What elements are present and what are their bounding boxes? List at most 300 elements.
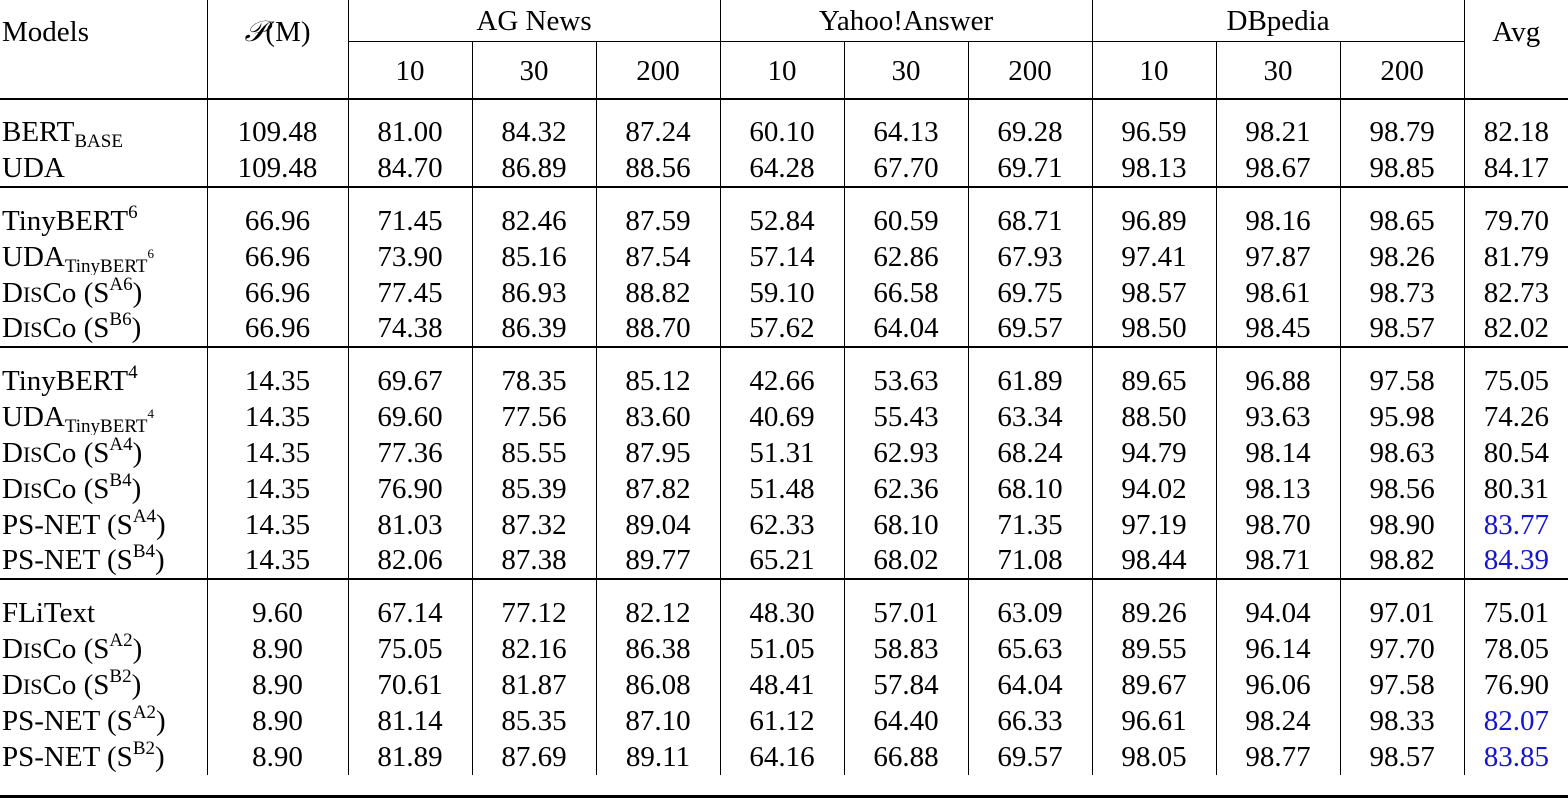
score-cell: 98.56 bbox=[1340, 471, 1464, 507]
table-row bbox=[0, 703, 1568, 739]
avg-header bbox=[1464, 0, 1568, 99]
model-name-cell bbox=[0, 703, 207, 739]
model-name-smallcaps: IS bbox=[22, 441, 43, 467]
group-header-yahoo bbox=[720, 0, 1092, 42]
score-cell: 88.82 bbox=[596, 275, 720, 311]
score-cell: 64.04 bbox=[844, 311, 968, 347]
table-row bbox=[0, 471, 1568, 507]
score-cell: 97.19 bbox=[1092, 507, 1216, 543]
size-header-cell: 10 bbox=[720, 42, 844, 99]
score-cell: 68.71 bbox=[968, 187, 1092, 239]
params-header bbox=[207, 0, 348, 99]
score-cell: 85.12 bbox=[596, 347, 720, 399]
model-name: BERT bbox=[2, 116, 75, 148]
score-cell: 98.21 bbox=[1216, 99, 1340, 151]
model-name-close: ) bbox=[132, 632, 143, 665]
table-row bbox=[0, 739, 1568, 775]
model-name: PS-NET (S bbox=[2, 704, 133, 737]
model-name: D bbox=[2, 472, 23, 505]
score-cell: 94.79 bbox=[1092, 435, 1216, 471]
params-cell: 66.96 bbox=[207, 275, 348, 311]
avg-cell: 82.02 bbox=[1483, 312, 1549, 344]
avg-cell: 76.90 bbox=[1483, 668, 1549, 701]
model-name-smallcaps: IS bbox=[22, 281, 43, 307]
score-cell: 87.32 bbox=[472, 507, 596, 543]
score-cell: 98.90 bbox=[1340, 507, 1464, 543]
score-cell: 88.50 bbox=[1092, 399, 1216, 435]
score-cell: 96.06 bbox=[1216, 667, 1340, 703]
score-cell: 98.45 bbox=[1216, 311, 1340, 347]
score-cell: 71.08 bbox=[968, 543, 1092, 579]
score-cell: 84.70 bbox=[348, 151, 472, 187]
model-name-rest: Co (S bbox=[42, 436, 110, 469]
score-cell: 82.06 bbox=[348, 543, 472, 579]
model-name-smallcaps: IS bbox=[22, 637, 43, 663]
avg-cell: 80.54 bbox=[1483, 436, 1549, 469]
model-name-cell bbox=[0, 399, 207, 435]
group-header-dbpedia bbox=[1092, 0, 1464, 42]
avg-cell: 82.18 bbox=[1483, 116, 1549, 148]
score-cell: 98.13 bbox=[1216, 471, 1340, 507]
model-subscript-superscript: 6 bbox=[147, 245, 154, 261]
score-cell: 62.33 bbox=[720, 507, 844, 543]
model-name-smallcaps: IS bbox=[22, 477, 43, 503]
model-name-close: ) bbox=[132, 436, 143, 469]
score-cell: 98.57 bbox=[1340, 739, 1464, 775]
table-row bbox=[0, 347, 1568, 399]
score-cell: 98.63 bbox=[1340, 435, 1464, 471]
score-cell: 69.67 bbox=[348, 347, 472, 399]
score-cell: 98.33 bbox=[1340, 703, 1464, 739]
model-name: D bbox=[2, 312, 23, 344]
params-cell: 8.90 bbox=[207, 667, 348, 703]
score-cell: 68.24 bbox=[968, 435, 1092, 471]
model-name-rest: Co (S bbox=[42, 472, 110, 505]
score-cell: 88.70 bbox=[596, 311, 720, 347]
score-cell: 94.02 bbox=[1092, 471, 1216, 507]
score-cell: 69.57 bbox=[968, 311, 1092, 347]
table-row bbox=[0, 399, 1568, 435]
score-cell: 97.41 bbox=[1092, 239, 1216, 275]
score-cell: 94.04 bbox=[1216, 579, 1340, 631]
score-cell: 98.71 bbox=[1216, 543, 1340, 579]
score-cell: 64.04 bbox=[968, 667, 1092, 703]
score-cell: 48.41 bbox=[720, 667, 844, 703]
params-unit: (M) bbox=[265, 16, 311, 48]
params-cell: 66.96 bbox=[207, 239, 348, 275]
score-cell: 98.79 bbox=[1340, 99, 1464, 151]
table-row bbox=[0, 435, 1568, 471]
score-cell: 57.84 bbox=[844, 667, 968, 703]
score-cell: 85.35 bbox=[472, 703, 596, 739]
score-cell: 98.05 bbox=[1092, 739, 1216, 775]
score-cell: 89.11 bbox=[596, 739, 720, 775]
score-cell: 62.86 bbox=[844, 239, 968, 275]
score-cell: 62.36 bbox=[844, 471, 968, 507]
score-cell: 87.95 bbox=[596, 435, 720, 471]
score-cell: 86.08 bbox=[596, 667, 720, 703]
model-name: D bbox=[2, 668, 23, 701]
score-cell: 77.36 bbox=[348, 435, 472, 471]
score-cell: 98.82 bbox=[1340, 543, 1464, 579]
model-superscript: 6 bbox=[128, 201, 138, 223]
model-name-rest: Co (S bbox=[42, 632, 110, 665]
score-cell: 87.10 bbox=[596, 703, 720, 739]
score-cell: 85.16 bbox=[472, 239, 596, 275]
params-cell: 8.90 bbox=[207, 631, 348, 667]
model-name: UDA bbox=[2, 400, 65, 433]
model-name-cell bbox=[0, 471, 207, 507]
score-cell: 87.82 bbox=[596, 471, 720, 507]
score-cell: 64.40 bbox=[844, 703, 968, 739]
score-cell: 98.65 bbox=[1340, 187, 1464, 239]
score-cell: 97.01 bbox=[1340, 579, 1464, 631]
params-cell: 14.35 bbox=[207, 399, 348, 435]
score-cell: 87.59 bbox=[596, 187, 720, 239]
model-superscript: B4 bbox=[109, 471, 132, 491]
score-cell: 68.10 bbox=[844, 507, 968, 543]
score-cell: 78.35 bbox=[472, 347, 596, 399]
model-name-cell bbox=[0, 507, 207, 543]
params-cell: 14.35 bbox=[207, 471, 348, 507]
score-cell: 98.73 bbox=[1340, 275, 1464, 311]
table-row bbox=[0, 579, 1568, 631]
score-cell: 97.58 bbox=[1340, 667, 1464, 703]
group-underline bbox=[349, 41, 720, 42]
score-cell: 97.58 bbox=[1340, 347, 1464, 399]
model-superscript: B4 bbox=[132, 543, 155, 562]
params-cell: 109.48 bbox=[207, 99, 348, 151]
score-cell: 98.14 bbox=[1216, 435, 1340, 471]
score-cell: 89.65 bbox=[1092, 347, 1216, 399]
score-cell: 53.63 bbox=[844, 347, 968, 399]
bottom-rule bbox=[0, 795, 1568, 798]
score-cell: 61.12 bbox=[720, 703, 844, 739]
avg-cell: 82.73 bbox=[1483, 276, 1549, 309]
avg-cell: 83.77 bbox=[1483, 508, 1549, 541]
score-cell: 98.26 bbox=[1340, 239, 1464, 275]
score-cell: 98.44 bbox=[1092, 543, 1216, 579]
table-row bbox=[0, 667, 1568, 703]
score-cell: 97.87 bbox=[1216, 239, 1340, 275]
score-cell: 74.38 bbox=[348, 311, 472, 347]
model-superscript: A4 bbox=[109, 435, 133, 455]
score-cell: 89.04 bbox=[596, 507, 720, 543]
model-name: D bbox=[2, 632, 23, 665]
table-row bbox=[0, 187, 1568, 239]
model-name-cell bbox=[0, 579, 207, 631]
score-cell: 69.75 bbox=[968, 275, 1092, 311]
score-cell: 87.54 bbox=[596, 239, 720, 275]
score-cell: 67.93 bbox=[968, 239, 1092, 275]
models-header bbox=[0, 0, 207, 99]
score-cell: 88.56 bbox=[596, 151, 720, 187]
avg-cell: 79.70 bbox=[1464, 187, 1568, 239]
score-cell: 66.33 bbox=[968, 703, 1092, 739]
score-cell: 51.48 bbox=[720, 471, 844, 507]
score-cell: 58.83 bbox=[844, 631, 968, 667]
score-cell: 89.67 bbox=[1092, 667, 1216, 703]
table-row bbox=[0, 99, 1568, 151]
table-row bbox=[0, 311, 1568, 347]
score-cell: 69.28 bbox=[968, 99, 1092, 151]
model-subscript-superscript: 4 bbox=[147, 405, 154, 421]
score-cell: 98.85 bbox=[1340, 151, 1464, 187]
params-cell: 9.60 bbox=[207, 579, 348, 631]
table-header bbox=[0, 0, 1568, 99]
model-superscript: A4 bbox=[132, 507, 157, 527]
score-cell: 98.67 bbox=[1216, 151, 1340, 187]
score-cell: 81.87 bbox=[472, 667, 596, 703]
score-cell: 75.05 bbox=[348, 631, 472, 667]
score-cell: 86.38 bbox=[596, 631, 720, 667]
score-cell: 98.50 bbox=[1092, 311, 1216, 347]
model-name-cell bbox=[0, 739, 207, 775]
score-cell: 77.56 bbox=[472, 399, 596, 435]
model-superscript: B6 bbox=[109, 311, 132, 330]
score-cell: 68.02 bbox=[844, 543, 968, 579]
score-cell: 52.84 bbox=[720, 187, 844, 239]
score-cell: 71.35 bbox=[968, 507, 1092, 543]
table-body bbox=[0, 99, 1568, 775]
score-cell: 77.12 bbox=[472, 579, 596, 631]
score-cell: 66.88 bbox=[844, 739, 968, 775]
params-cell: 66.96 bbox=[207, 311, 348, 347]
model-name: PS-NET (S bbox=[2, 508, 133, 541]
group-label: Yahoo!Answer bbox=[818, 4, 994, 37]
score-cell: 57.62 bbox=[720, 311, 844, 347]
avg-cell: 75.05 bbox=[1464, 347, 1568, 399]
score-cell: 98.24 bbox=[1216, 703, 1340, 739]
header-rule bbox=[0, 98, 1568, 100]
score-cell: 66.58 bbox=[844, 275, 968, 311]
model-superscript: B2 bbox=[132, 739, 155, 759]
score-cell: 69.71 bbox=[968, 151, 1092, 187]
score-cell: 98.70 bbox=[1216, 507, 1340, 543]
model-name: D bbox=[2, 436, 23, 469]
model-name-close: ) bbox=[131, 472, 142, 505]
size-header-cell: 200 bbox=[968, 42, 1092, 99]
model-name-rest: Co (S bbox=[42, 276, 110, 309]
score-cell: 67.14 bbox=[348, 579, 472, 631]
avg-cell: 84.17 bbox=[1483, 152, 1549, 184]
model-name: TinyBERT bbox=[2, 364, 129, 397]
params-cell: 14.35 bbox=[207, 435, 348, 471]
score-cell: 86.89 bbox=[472, 151, 596, 187]
model-superscript: B2 bbox=[109, 667, 132, 687]
score-cell: 86.93 bbox=[472, 275, 596, 311]
model-name-rest: Co (S bbox=[42, 668, 110, 701]
score-cell: 64.13 bbox=[844, 99, 968, 151]
score-cell: 87.24 bbox=[596, 99, 720, 151]
score-cell: 51.05 bbox=[720, 631, 844, 667]
model-superscript: A2 bbox=[109, 631, 133, 651]
size-header-cell: 10 bbox=[348, 42, 472, 99]
model-name-close: ) bbox=[156, 704, 166, 737]
score-cell: 65.21 bbox=[720, 543, 844, 579]
avg-cell: 82.07 bbox=[1483, 704, 1549, 737]
params-cell: 14.35 bbox=[207, 543, 348, 579]
model-superscript: A6 bbox=[109, 275, 133, 295]
model-name-smallcaps: IS bbox=[22, 317, 43, 342]
score-cell: 81.14 bbox=[348, 703, 472, 739]
model-name: D bbox=[2, 276, 23, 309]
avg-cell: 81.79 bbox=[1483, 240, 1549, 273]
model-name: PS-NET (S bbox=[2, 544, 133, 576]
score-cell: 89.26 bbox=[1092, 579, 1216, 631]
model-name-close: ) bbox=[131, 312, 142, 344]
score-cell: 48.30 bbox=[720, 579, 844, 631]
table-row bbox=[0, 631, 1568, 667]
score-cell: 42.66 bbox=[720, 347, 844, 399]
model-name-cell bbox=[0, 151, 207, 187]
score-cell: 87.69 bbox=[472, 739, 596, 775]
model-name-close: ) bbox=[132, 276, 143, 309]
model-name-close: ) bbox=[155, 740, 165, 773]
score-cell: 93.63 bbox=[1216, 399, 1340, 435]
model-name-close: ) bbox=[156, 508, 166, 541]
score-cell: 73.90 bbox=[348, 239, 472, 275]
score-cell: 59.10 bbox=[720, 275, 844, 311]
model-name-cell bbox=[0, 187, 207, 239]
table-row bbox=[0, 507, 1568, 543]
model-name-cell bbox=[0, 667, 207, 703]
model-name-cell bbox=[0, 435, 207, 471]
score-cell: 82.46 bbox=[472, 187, 596, 239]
size-header-cell: 200 bbox=[596, 42, 720, 99]
score-cell: 96.14 bbox=[1216, 631, 1340, 667]
params-cell: 66.96 bbox=[207, 187, 348, 239]
score-cell: 82.12 bbox=[596, 579, 720, 631]
model-superscript: A2 bbox=[132, 703, 157, 723]
score-cell: 81.03 bbox=[348, 507, 472, 543]
table-row bbox=[0, 543, 1568, 579]
score-cell: 60.10 bbox=[720, 99, 844, 151]
score-cell: 96.88 bbox=[1216, 347, 1340, 399]
params-cell: 109.48 bbox=[207, 151, 348, 187]
table-row bbox=[0, 275, 1568, 311]
model-name: FLiText bbox=[2, 596, 96, 629]
model-name: PS-NET (S bbox=[2, 740, 133, 773]
group-label: AG News bbox=[476, 4, 592, 37]
score-cell: 86.39 bbox=[472, 311, 596, 347]
group-label: DBpedia bbox=[1226, 4, 1330, 37]
score-cell: 77.45 bbox=[348, 275, 472, 311]
score-cell: 51.31 bbox=[720, 435, 844, 471]
size-header-cell: 30 bbox=[844, 42, 968, 99]
score-cell: 98.13 bbox=[1092, 151, 1216, 187]
score-cell: 69.60 bbox=[348, 399, 472, 435]
score-cell: 98.77 bbox=[1216, 739, 1340, 775]
model-name-cell bbox=[0, 543, 207, 579]
score-cell: 76.90 bbox=[348, 471, 472, 507]
model-name: UDA bbox=[2, 240, 65, 273]
avg-cell: 80.31 bbox=[1483, 472, 1549, 505]
model-subscript: BASE bbox=[74, 131, 123, 151]
score-cell: 89.55 bbox=[1092, 631, 1216, 667]
score-cell: 89.77 bbox=[596, 543, 720, 579]
score-cell: 98.57 bbox=[1092, 275, 1216, 311]
avg-cell: 78.05 bbox=[1483, 632, 1549, 665]
model-superscript: 4 bbox=[128, 361, 138, 383]
score-cell: 82.16 bbox=[472, 631, 596, 667]
score-cell: 69.57 bbox=[968, 739, 1092, 775]
model-name-rest: Co (S bbox=[42, 312, 110, 344]
score-cell: 40.69 bbox=[720, 399, 844, 435]
model-name-cell bbox=[0, 631, 207, 667]
model-subscript: TinyBERT bbox=[64, 255, 148, 275]
score-cell: 81.00 bbox=[348, 99, 472, 151]
score-cell: 63.09 bbox=[968, 579, 1092, 631]
table-row bbox=[0, 151, 1568, 187]
params-cell: 14.35 bbox=[207, 347, 348, 399]
params-cell: 14.35 bbox=[207, 507, 348, 543]
score-cell: 83.60 bbox=[596, 399, 720, 435]
score-cell: 96.89 bbox=[1092, 187, 1216, 239]
score-cell: 85.55 bbox=[472, 435, 596, 471]
size-header-cell: 10 bbox=[1092, 42, 1216, 99]
score-cell: 67.70 bbox=[844, 151, 968, 187]
score-cell: 98.57 bbox=[1340, 311, 1464, 347]
score-cell: 85.39 bbox=[472, 471, 596, 507]
params-symbol: 𝒫 bbox=[244, 16, 266, 48]
score-cell: 98.61 bbox=[1216, 275, 1340, 311]
score-cell: 57.14 bbox=[720, 239, 844, 275]
model-name-close: ) bbox=[155, 544, 165, 576]
models-header-label: Models bbox=[2, 16, 89, 48]
model-name: TinyBERT bbox=[2, 204, 129, 237]
score-cell: 57.01 bbox=[844, 579, 968, 631]
score-cell: 64.16 bbox=[720, 739, 844, 775]
model-name-cell bbox=[0, 347, 207, 399]
avg-cell: 83.85 bbox=[1483, 740, 1549, 773]
score-cell: 61.89 bbox=[968, 347, 1092, 399]
model-name-cell bbox=[0, 311, 207, 347]
avg-cell: 84.39 bbox=[1483, 544, 1549, 576]
size-header-cell: 200 bbox=[1340, 42, 1464, 99]
size-header-cell: 30 bbox=[1216, 42, 1340, 99]
table-row bbox=[0, 239, 1568, 275]
group-underline bbox=[721, 41, 1092, 42]
model-subscript: TinyBERT bbox=[64, 415, 148, 435]
params-cell: 8.90 bbox=[207, 739, 348, 775]
model-name-close: ) bbox=[131, 668, 142, 701]
score-cell: 65.63 bbox=[968, 631, 1092, 667]
score-cell: 64.28 bbox=[720, 151, 844, 187]
score-cell: 95.98 bbox=[1340, 399, 1464, 435]
model-name-smallcaps: IS bbox=[22, 673, 43, 699]
score-cell: 96.61 bbox=[1092, 703, 1216, 739]
model-name-cell bbox=[0, 99, 207, 151]
score-cell: 87.38 bbox=[472, 543, 596, 579]
score-cell: 71.45 bbox=[348, 187, 472, 239]
model-name-cell bbox=[0, 239, 207, 275]
params-cell: 8.90 bbox=[207, 703, 348, 739]
score-cell: 81.89 bbox=[348, 739, 472, 775]
score-cell: 68.10 bbox=[968, 471, 1092, 507]
group-underline bbox=[1093, 41, 1464, 42]
avg-cell: 75.01 bbox=[1464, 579, 1568, 631]
score-cell: 55.43 bbox=[844, 399, 968, 435]
avg-cell: 74.26 bbox=[1483, 400, 1549, 433]
group-header-agnews bbox=[348, 0, 720, 42]
score-cell: 60.59 bbox=[844, 187, 968, 239]
score-cell: 97.70 bbox=[1340, 631, 1464, 667]
score-cell: 84.32 bbox=[472, 99, 596, 151]
score-cell: 70.61 bbox=[348, 667, 472, 703]
score-cell: 96.59 bbox=[1092, 99, 1216, 151]
score-cell: 63.34 bbox=[968, 399, 1092, 435]
